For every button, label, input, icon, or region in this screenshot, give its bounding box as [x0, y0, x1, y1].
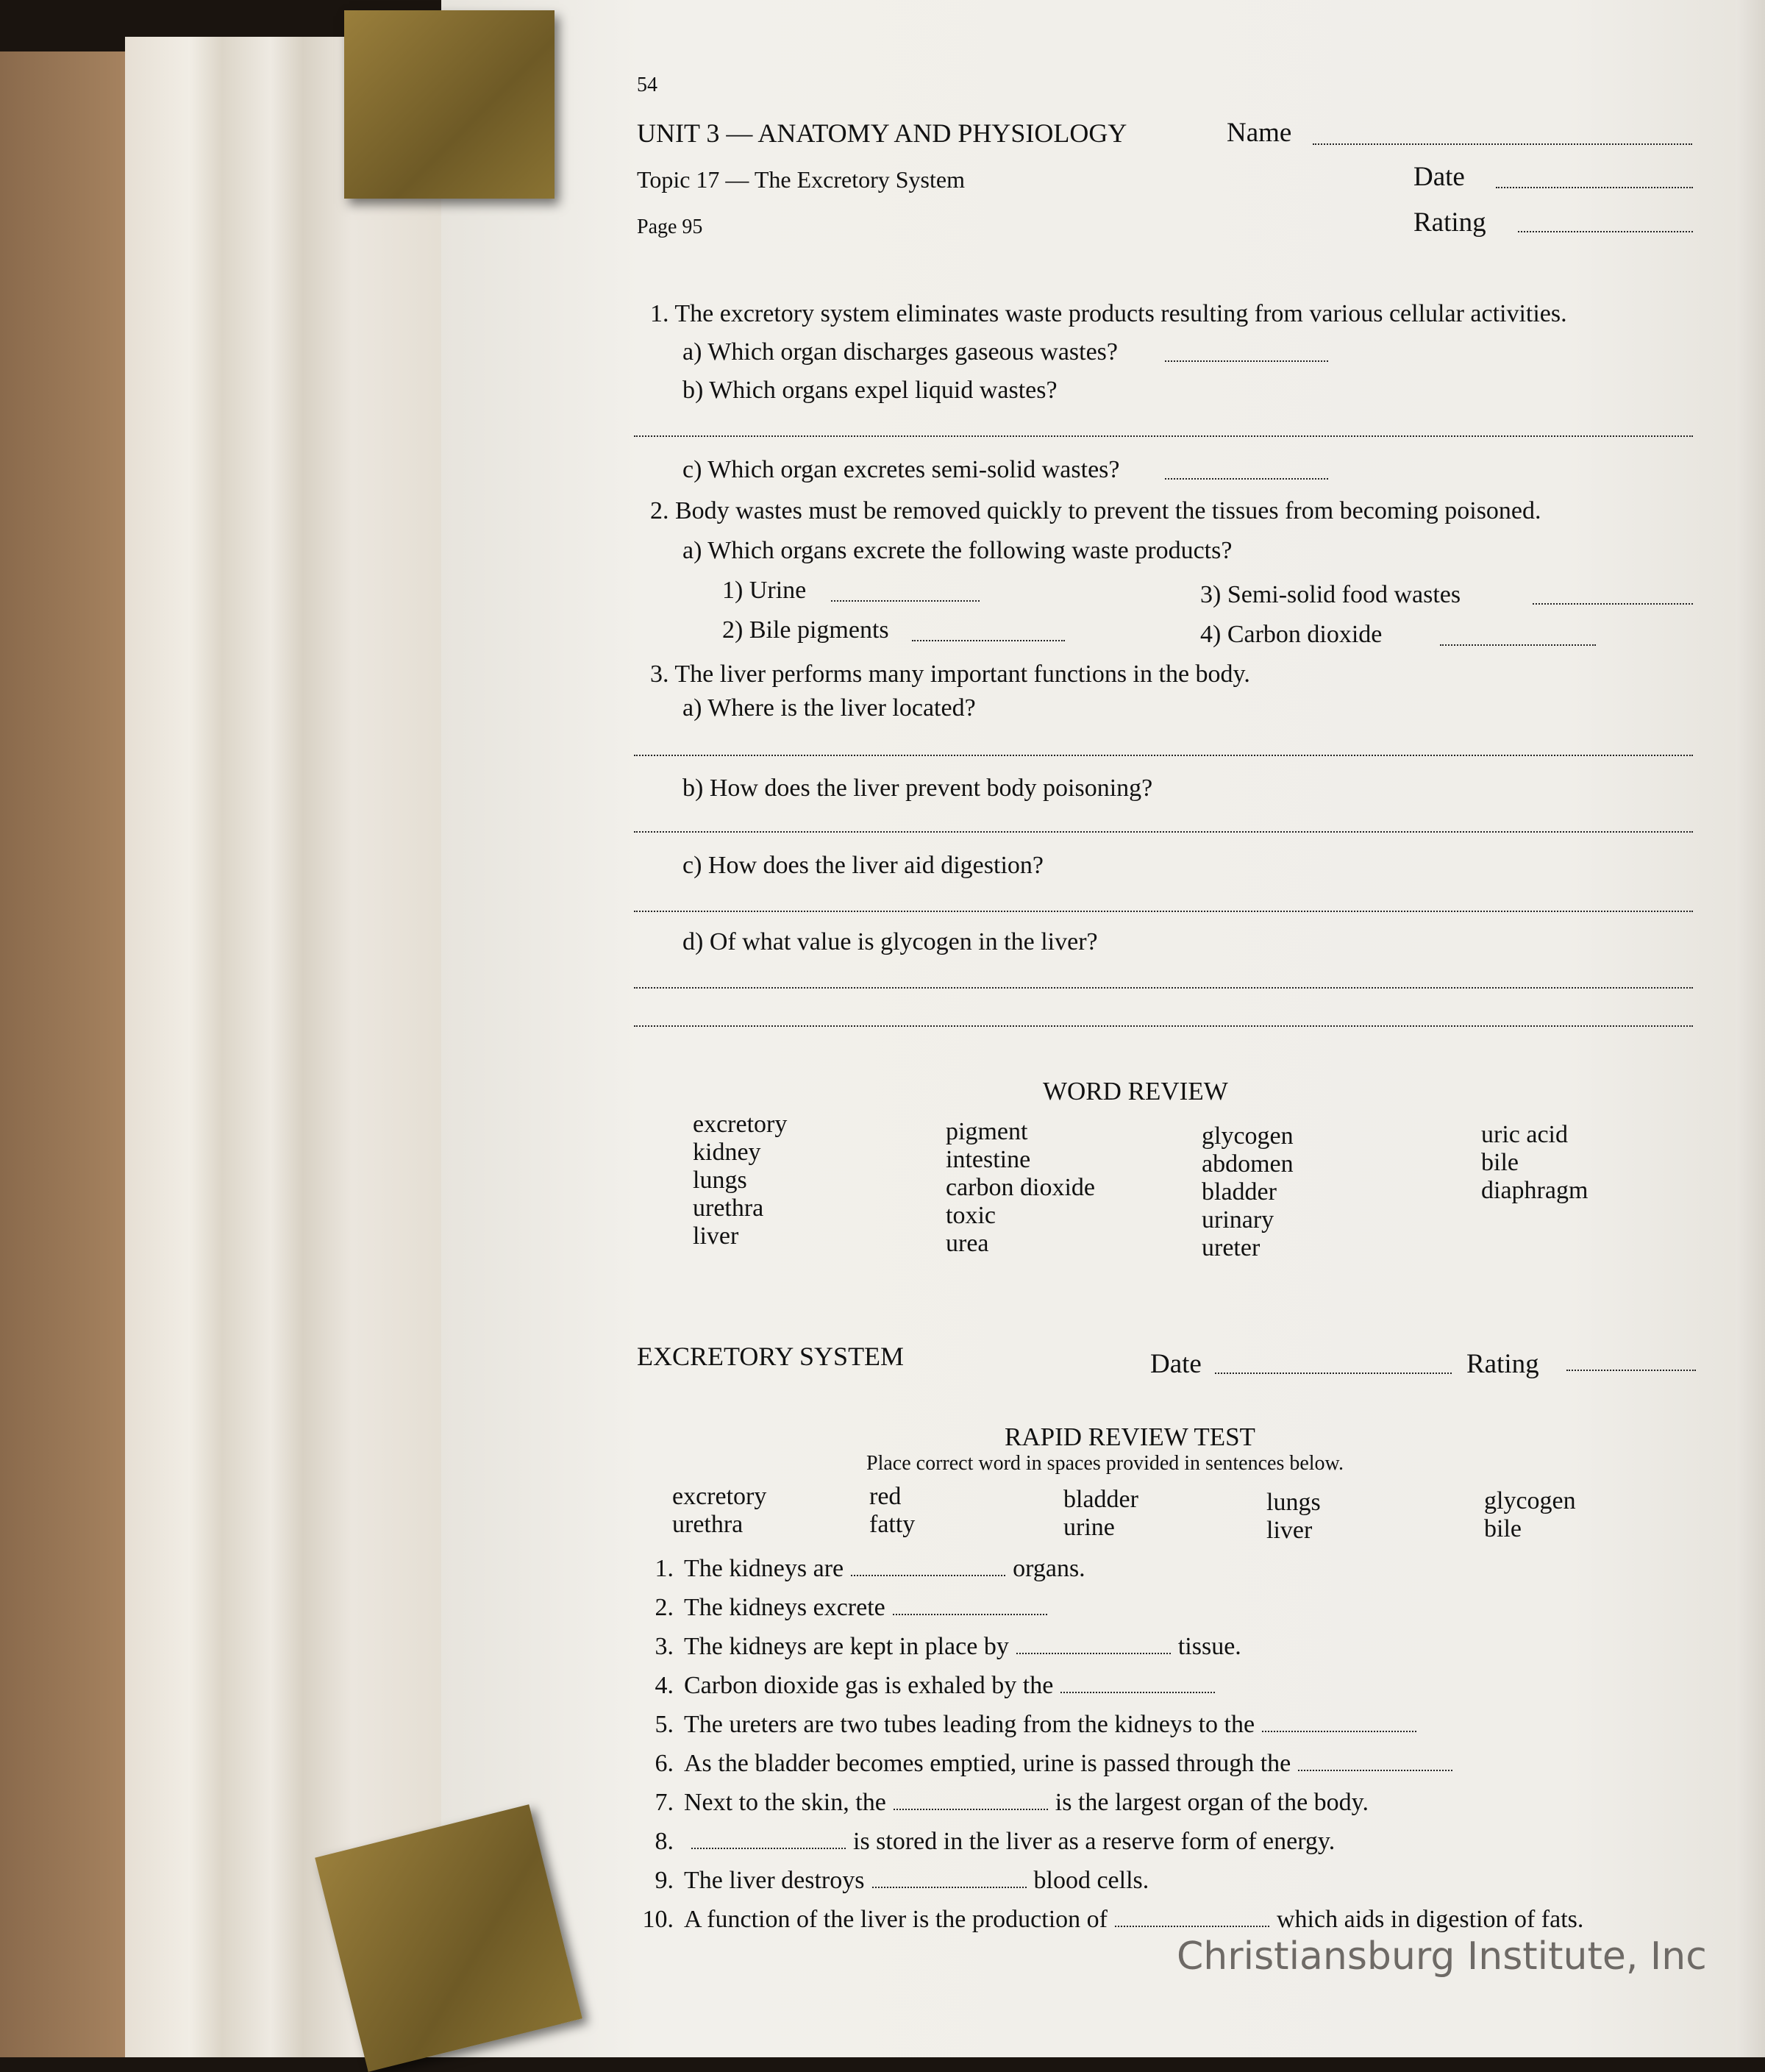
name-label: Name — [1227, 118, 1292, 148]
word-review-word: bladder — [1202, 1178, 1277, 1206]
word-review-word: kidney — [693, 1139, 761, 1166]
item-text-before: The kidneys are — [684, 1555, 844, 1582]
answer-2a2[interactable] — [912, 640, 1065, 641]
item-text-before: Carbon dioxide gas is exhaled by the — [684, 1672, 1054, 1699]
item-blank[interactable] — [893, 1614, 1047, 1615]
word-review-word: bile — [1481, 1149, 1519, 1176]
answer-2a3[interactable] — [1533, 603, 1693, 605]
page-edge — [1736, 0, 1765, 2057]
word-bank-word: urethra — [672, 1511, 744, 1538]
item-number: 4. — [655, 1672, 674, 1699]
item-number: 8. — [655, 1828, 674, 1855]
name-field[interactable] — [1313, 143, 1692, 145]
rating-label: Rating — [1413, 207, 1486, 238]
word-bank-word: glycogen — [1484, 1487, 1576, 1514]
item-blank[interactable] — [1115, 1926, 1269, 1927]
section-title: EXCRETORY SYSTEM — [637, 1342, 905, 1371]
rapid-review-item-3 — [637, 1633, 1241, 1661]
word-bank-word: liver — [1266, 1517, 1313, 1544]
item-text-after: blood cells. — [1033, 1867, 1149, 1894]
answer-3a[interactable] — [634, 755, 1693, 756]
page-number: 54 — [637, 74, 657, 96]
question-2a1: 1) Urine — [722, 577, 807, 604]
word-bank-column-1 — [672, 1483, 766, 1539]
word-bank-word: red — [869, 1483, 902, 1510]
item-text-before: The kidneys excrete — [684, 1594, 885, 1621]
rapid-review-title: RAPID REVIEW TEST — [1005, 1423, 1255, 1451]
word-review-word: urea — [946, 1230, 989, 1257]
item-number: 1. — [655, 1555, 674, 1582]
word-review-column-4 — [1481, 1121, 1588, 1205]
word-review-word: toxic — [946, 1202, 996, 1229]
item-number: 10. — [642, 1906, 674, 1933]
item-text-after: which aids in digestion of fats. — [1277, 1906, 1584, 1933]
word-review-word: glycogen — [1202, 1122, 1294, 1150]
item-text-after: is the largest organ of the body. — [1055, 1789, 1369, 1816]
section-rating-label: Rating — [1466, 1349, 1539, 1379]
answer-1a[interactable] — [1165, 360, 1328, 362]
answer-3c[interactable] — [634, 911, 1693, 912]
item-number: 9. — [655, 1867, 674, 1894]
word-bank-column-2 — [869, 1483, 915, 1539]
item-blank[interactable] — [1016, 1653, 1171, 1654]
word-review-word: uric acid — [1481, 1121, 1568, 1148]
item-blank[interactable] — [1298, 1770, 1452, 1771]
rating-field[interactable] — [1518, 231, 1693, 232]
item-blank[interactable] — [872, 1887, 1027, 1888]
section-date-field[interactable] — [1215, 1373, 1452, 1374]
question-3: 3. The liver performs many important functions in the body. — [650, 661, 1250, 688]
date-label: Date — [1413, 162, 1465, 192]
word-bank-column-5 — [1484, 1487, 1576, 1543]
page-stack — [125, 37, 449, 2057]
question-2a4: 4) Carbon dioxide — [1200, 621, 1383, 648]
item-blank[interactable] — [1262, 1731, 1416, 1732]
question-3d: d) Of what value is glycogen in the liver? — [682, 928, 1098, 955]
top-binder-clip — [344, 10, 555, 199]
word-review-word: intestine — [946, 1146, 1031, 1173]
question-2a: a) Which organs excrete the following waste products? — [682, 537, 1233, 564]
unit-title: UNIT 3 — ANATOMY AND PHYSIOLOGY — [637, 118, 1127, 148]
item-text-before: The liver destroys — [684, 1867, 865, 1894]
word-review-title: WORD REVIEW — [1043, 1077, 1228, 1106]
answer-1c[interactable] — [1165, 478, 1328, 480]
item-text-before: The ureters are two tubes leading from the kidneys to the — [684, 1711, 1255, 1738]
word-review-column-2 — [946, 1118, 1095, 1258]
item-number: 5. — [655, 1711, 674, 1738]
word-review-word: excretory — [693, 1111, 788, 1138]
word-review-word: lungs — [693, 1167, 747, 1194]
word-bank-column-4 — [1266, 1489, 1321, 1545]
rapid-review-item-5 — [637, 1711, 1424, 1739]
answer-2a4[interactable] — [1440, 644, 1596, 646]
word-review-word: abdomen — [1202, 1150, 1294, 1178]
word-review-column-3 — [1202, 1122, 1294, 1262]
answer-1b[interactable] — [634, 435, 1693, 437]
word-bank-column-3 — [1063, 1486, 1138, 1542]
word-review-word: urethra — [693, 1195, 764, 1222]
word-bank-word: bile — [1484, 1515, 1522, 1542]
question-1: 1. The excretory system eliminates waste products resulting from various cellular activities. — [650, 300, 1567, 327]
word-bank-word: bladder — [1063, 1486, 1138, 1513]
item-text-before: Next to the skin, the — [684, 1789, 886, 1816]
rapid-review-item-10 — [637, 1906, 1583, 1934]
item-text-after: organs. — [1013, 1555, 1085, 1582]
item-text-before: A function of the liver is the production of — [684, 1906, 1108, 1933]
section-rating-field[interactable] — [1566, 1370, 1696, 1371]
item-number: 2. — [655, 1594, 674, 1621]
rapid-review-item-9 — [637, 1867, 1149, 1895]
topic-title: Topic 17 — The Excretory System — [637, 166, 965, 193]
question-3a: a) Where is the liver located? — [682, 694, 976, 722]
date-field[interactable] — [1496, 187, 1693, 188]
rapid-review-instructions: Place correct word in spaces provided in sentences below. — [866, 1452, 1344, 1475]
word-bank-word: lungs — [1266, 1489, 1321, 1516]
word-bank-word: fatty — [869, 1511, 916, 1538]
item-blank[interactable] — [691, 1848, 846, 1849]
question-1b: b) Which organs expel liquid wastes? — [682, 377, 1058, 404]
page-ref: Page 95 — [637, 216, 703, 238]
rapid-review-item-2 — [637, 1594, 1055, 1622]
question-1c: c) Which organ excretes semi-solid wastes? — [682, 456, 1120, 483]
word-review-word: carbon dioxide — [946, 1174, 1095, 1201]
item-blank[interactable] — [1060, 1692, 1215, 1693]
item-text-after: is stored in the liver as a reserve form of energy. — [853, 1828, 1336, 1855]
word-review-word: urinary — [1202, 1206, 1274, 1233]
item-text-before: The kidneys are kept in place by — [684, 1633, 1009, 1660]
word-bank-word: urine — [1063, 1514, 1115, 1541]
question-2a2: 2) Bile pigments — [722, 616, 889, 644]
item-number: 6. — [655, 1750, 674, 1777]
word-review-word: ureter — [1202, 1234, 1261, 1261]
word-review-word: pigment — [946, 1118, 1028, 1145]
answer-3b[interactable] — [634, 831, 1693, 833]
question-1a: a) Which organ discharges gaseous wastes? — [682, 338, 1118, 366]
watermark: Christiansburg Institute, Inc — [1177, 1934, 1707, 1979]
rapid-review-item-6 — [637, 1750, 1460, 1778]
rapid-review-item-7 — [637, 1789, 1369, 1817]
rapid-review-item-4 — [637, 1672, 1222, 1700]
word-review-word: liver — [693, 1222, 739, 1250]
question-3c: c) How does the liver aid digestion? — [682, 852, 1044, 879]
section-date-label: Date — [1150, 1349, 1202, 1379]
word-review-word: diaphragm — [1481, 1177, 1588, 1204]
question-3b: b) How does the liver prevent body poisoning? — [682, 775, 1153, 802]
item-number: 7. — [655, 1789, 674, 1816]
answer-2a1[interactable] — [831, 600, 980, 602]
item-blank[interactable] — [851, 1575, 1005, 1576]
rapid-review-item-8 — [637, 1828, 1335, 1856]
item-text-before: As the bladder becomes emptied, urine is passed through the — [684, 1750, 1291, 1777]
question-2a3: 3) Semi-solid food wastes — [1200, 581, 1461, 608]
answer-3d-line-2[interactable] — [634, 1025, 1693, 1027]
item-number: 3. — [655, 1633, 674, 1660]
question-2: 2. Body wastes must be removed quickly to prevent the tissues from becoming poisoned. — [650, 497, 1541, 524]
rapid-review-item-1 — [637, 1555, 1085, 1583]
word-review-column-1 — [693, 1111, 787, 1250]
answer-3d-line-1[interactable] — [634, 987, 1693, 989]
item-blank[interactable] — [894, 1809, 1048, 1810]
item-text-after: tissue. — [1177, 1633, 1241, 1660]
word-bank-word: excretory — [672, 1483, 767, 1510]
